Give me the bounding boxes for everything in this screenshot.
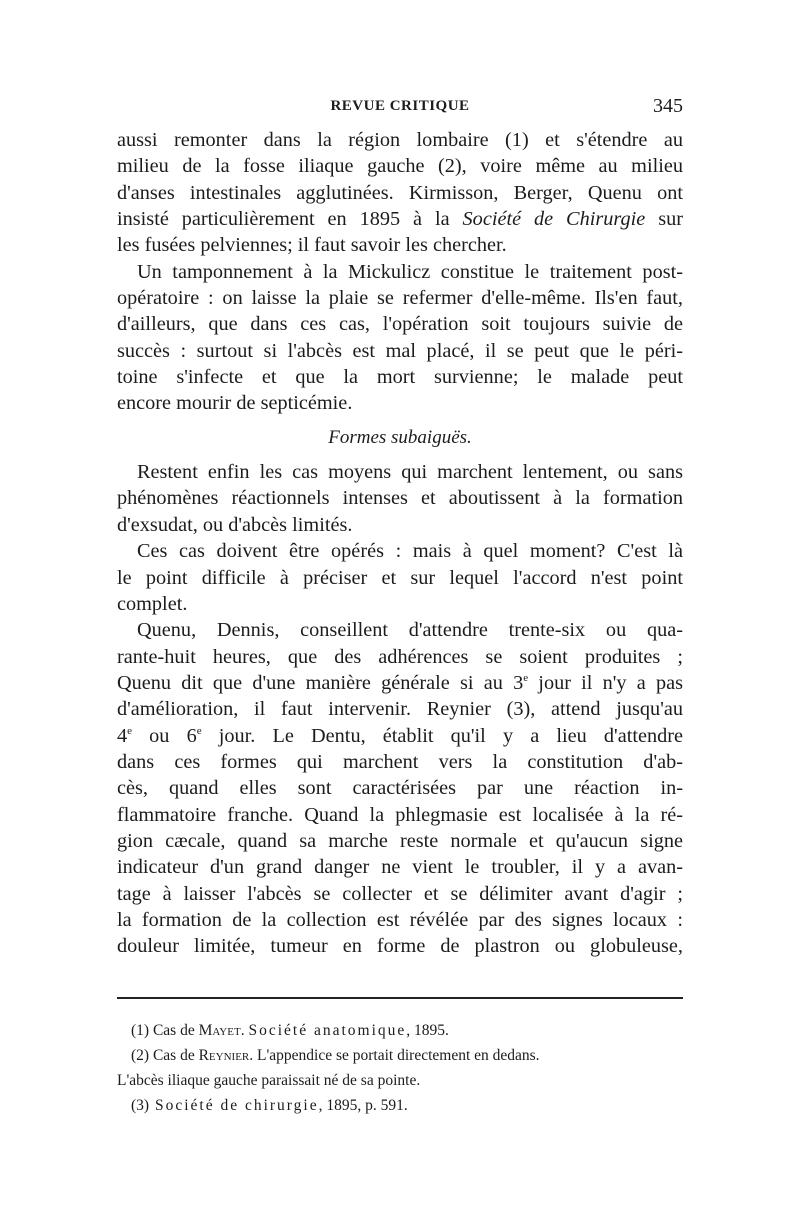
text-line: opératoire : on laisse la plaie se refermer d'elle-même. Ils'en faut, [117,287,683,310]
text-line: tage à laisser l'abcès se collecter et se délimiter avant d'agir ; [117,882,683,905]
ordinal-superscript: e [196,724,202,737]
text-line: d'anses intestinales agglutinées. Kirmisson, Berger, Quenu ont [117,181,683,204]
footnote-separator [117,997,683,999]
footnote-3 [117,1093,683,1118]
author-name: Reynier [198,1047,250,1064]
author-name: Mayet [198,1022,241,1039]
text-line: Restent enfin les cas moyens qui marchent lentement, ou sans [137,461,683,484]
text-line: indicateur d'un grand danger ne vient le troubler, il y a avan- [117,856,683,879]
paragraph [117,259,683,417]
journal-name: Société anatomique [248,1022,407,1039]
text-segment: jour. Le Dentu, établit qu'il y a lieu d'attendre [201,724,683,747]
ordinal-superscript: e [127,724,133,737]
text-segment: insisté particulièrement en 1895 à la [117,208,463,231]
text-segment: Cas de [149,1022,199,1039]
text-line: toine s'infecte et que la mort survienne; le malade peut [117,366,683,389]
text-line: Ces cas doivent être opérés : mais à quel moment? C'est là [137,540,683,563]
text-line: la formation de la collection est révélée par des signes locaux : [117,908,683,931]
text-line: Un tamponnement à la Mickulicz constitue le traitement post- [137,260,683,283]
text-line: succès : surtout si l'abcès est mal placé, il se peut que le péri- [117,339,683,362]
paragraph [117,459,683,538]
text-line: rante-huit heures, que des adhérences se soient produites ; [117,645,683,668]
text-line: complet. [117,592,188,615]
paragraph [117,538,683,617]
text-line: gion cæcale, quand sa marche reste normale et qu'aucun signe [117,829,683,852]
ordinal-superscript: e [523,672,529,685]
text-line: Quenu, Dennis, conseillent d'attendre trente-six ou qua- [137,619,683,642]
section-heading: Formes subaiguës. [328,426,472,448]
running-title: REVUE CRITIQUE [330,98,470,114]
footnote-number: (2) [131,1047,150,1064]
text-segment: 4 [117,724,128,747]
footnote-number: (1) [131,1022,150,1039]
text-line: encore mourir de septicémie. [117,392,353,415]
text-line: flammatoire franche. Quand la phlegmasie est localisée à la ré- [117,803,683,826]
journal-name: Société de chirurgie [149,1097,319,1114]
text-line: d'exsudat, ou d'abcès limités. [117,513,353,536]
text-line [117,670,683,696]
text-segment: jour il n'y a pas [528,671,684,694]
text-segment: . L'appendice se portait directement en dedans. [249,1047,540,1064]
page-header [117,95,683,122]
footnote-number: (3) [131,1097,150,1114]
text-line [117,206,683,232]
italic-society-name: Société de Chirurgie [462,208,646,231]
text-line: les fusées pelviennes; il faut savoir les chercher. [117,234,507,257]
text-segment: Quenu dit que d'une manière générale si au 3 [117,671,524,694]
paragraph [117,127,683,259]
text-segment: . [240,1022,249,1039]
text-segment: sur [645,208,684,231]
footnote-2-continuation: L'abcès iliaque gauche paraissait né de sa pointe. [117,1072,421,1089]
text-line [117,723,683,749]
footnote-1 [117,1018,683,1043]
text-line: le point difficile à préciser et sur lequel l'accord n'est point [117,566,683,589]
text-segment: ou 6 [132,724,197,747]
text-line: milieu de la fosse iliaque gauche (2), voire même au milieu [117,155,683,178]
text-line: d'ailleurs, que dans ces cas, l'opération soit toujours suivie de [117,313,683,336]
text-segment: Cas de [149,1047,199,1064]
paragraph [117,617,683,959]
body-text [117,127,683,960]
text-line: phénomènes réactionnels intenses et aboutissent à la formation [117,487,683,510]
page-number: 345 [653,95,683,117]
footnote-2 [117,1043,683,1068]
text-line: dans ces formes qui marchent vers la constitution d'ab- [117,750,683,773]
text-line: douleur limitée, tumeur en forme de plastron ou globuleuse, [117,935,683,958]
text-line: cès, quand elles sont caractérisées par une réaction in- [117,777,683,800]
text-line: aussi remonter dans la région lombaire (1) et s'étendre au [117,129,683,151]
text-segment: , 1895, p. 591. [318,1097,408,1114]
text-line: d'amélioration, il faut intervenir. Reynier (3), attend jusqu'au [117,698,683,721]
footnotes [117,1018,683,1118]
text-segment: , 1895. [406,1022,449,1039]
